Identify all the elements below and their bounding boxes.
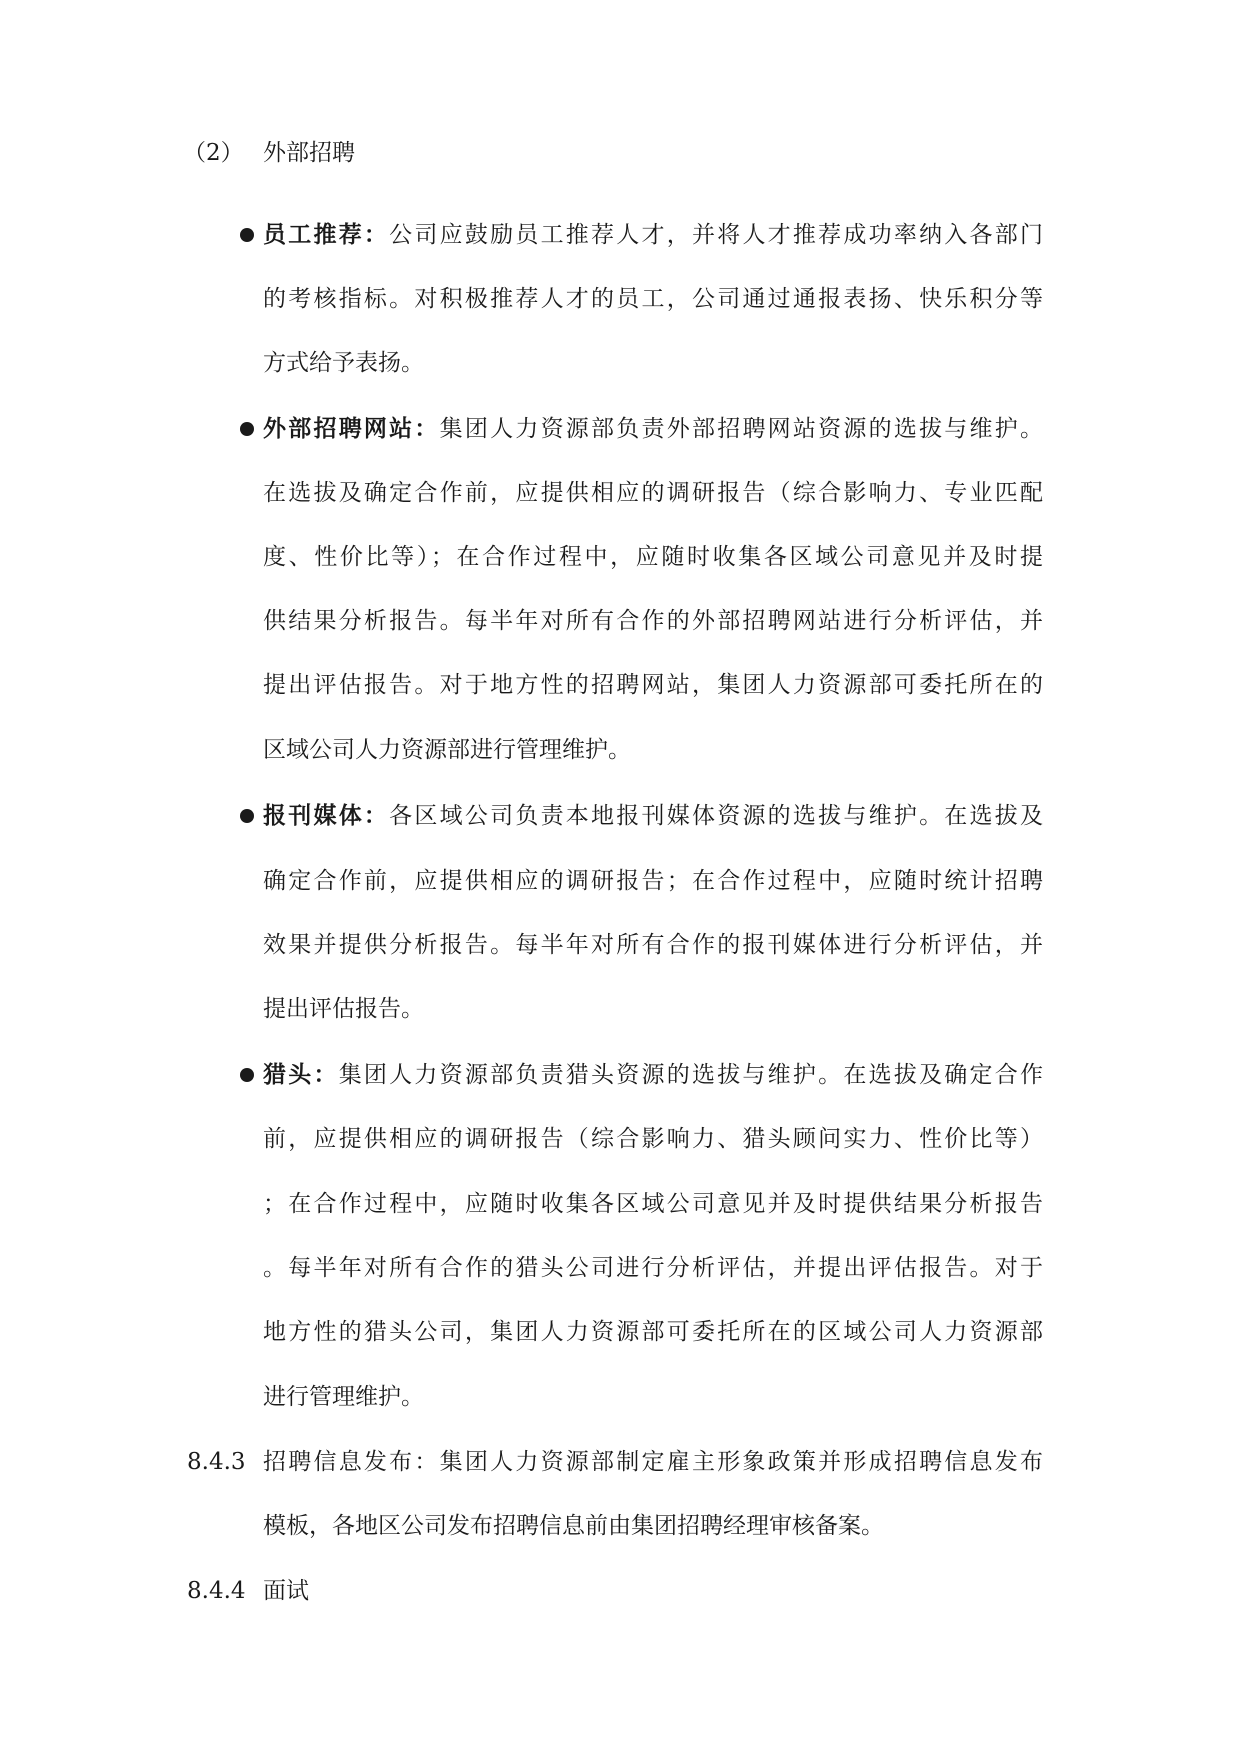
item-employee-referral-line-3: 方式给予表扬。 [263, 350, 424, 376]
section-843-line-1: 招聘信息发布：集团人力资源部制定雇主形象政策并形成招聘信息发布 [263, 1449, 1043, 1475]
subsection-number: （2） [183, 140, 244, 166]
section-844-title: 面试 [263, 1578, 309, 1604]
item-text: 集团人力资源部负责外部招聘网站资源的选拔与维护。 [439, 416, 1044, 442]
item-job-websites-line-2: 在选拔及确定合作前，应提供相应的调研报告（综合影响力、专业匹配 [263, 480, 1043, 506]
item-term: 员工推荐： [263, 221, 390, 248]
item-print-media-line-4: 提出评估报告。 [263, 996, 424, 1022]
section-number-843: 8.4.3 [187, 1449, 246, 1475]
item-job-websites-line-1 [263, 414, 1043, 444]
item-employee-referral-line-1 [263, 220, 1043, 250]
item-print-media-line-1 [263, 801, 1043, 831]
section-number-844: 8.4.4 [187, 1578, 246, 1604]
item-headhunter-line-4: 。每半年对所有合作的猎头公司进行分析评估，并提出评估报告。对于 [263, 1255, 1043, 1281]
item-headhunter-line-3: ；在合作过程中，应随时收集各区域公司意见并及时提供结果分析报告 [263, 1191, 1043, 1217]
item-text: 集团人力资源部负责猎头资源的选拔与维护。在选拔及确定合作 [338, 1062, 1044, 1088]
subsection-title: 外部招聘 [263, 140, 355, 166]
section-843-line-2: 模板，各地区公司发布招聘信息前由集团招聘经理审核备案。 [263, 1513, 884, 1539]
item-job-websites-line-5: 提出评估报告。对于地方性的招聘网站，集团人力资源部可委托所在的 [263, 672, 1043, 698]
bullet-icon [240, 422, 254, 436]
bullet-icon [240, 228, 254, 242]
item-text: 各区域公司负责本地报刊媒体资源的选拔与维护。在选拔及 [389, 803, 1044, 829]
item-headhunter-line-5: 地方性的猎头公司，集团人力资源部可委托所在的区域公司人力资源部 [263, 1319, 1043, 1345]
item-term: 猎头： [263, 1061, 339, 1088]
item-headhunter-line-6: 进行管理维护。 [263, 1384, 424, 1410]
item-text: 公司应鼓励员工推荐人才，并将人才推荐成功率纳入各部门 [389, 222, 1044, 248]
item-headhunter-line-1 [263, 1060, 1043, 1090]
item-term: 外部招聘网站： [263, 415, 440, 442]
item-job-websites-line-4: 供结果分析报告。每半年对所有合作的外部招聘网站进行分析评估，并 [263, 608, 1043, 634]
item-term: 报刊媒体： [263, 802, 390, 829]
item-job-websites-line-3: 度、性价比等）；在合作过程中，应随时收集各区域公司意见并及时提 [263, 544, 1043, 570]
item-print-media-line-3: 效果并提供分析报告。每半年对所有合作的报刊媒体进行分析评估，并 [263, 932, 1043, 958]
item-employee-referral-line-2: 的考核指标。对积极推荐人才的员工，公司通过通报表扬、快乐积分等 [263, 286, 1043, 312]
bullet-icon [240, 809, 254, 823]
bullet-icon [240, 1068, 254, 1082]
item-print-media-line-2: 确定合作前，应提供相应的调研报告；在合作过程中，应随时统计招聘 [263, 868, 1043, 894]
item-headhunter-line-2: 前，应提供相应的调研报告（综合影响力、猎头顾问实力、性价比等） [263, 1126, 1043, 1152]
item-job-websites-line-6: 区域公司人力资源部进行管理维护。 [263, 737, 631, 763]
